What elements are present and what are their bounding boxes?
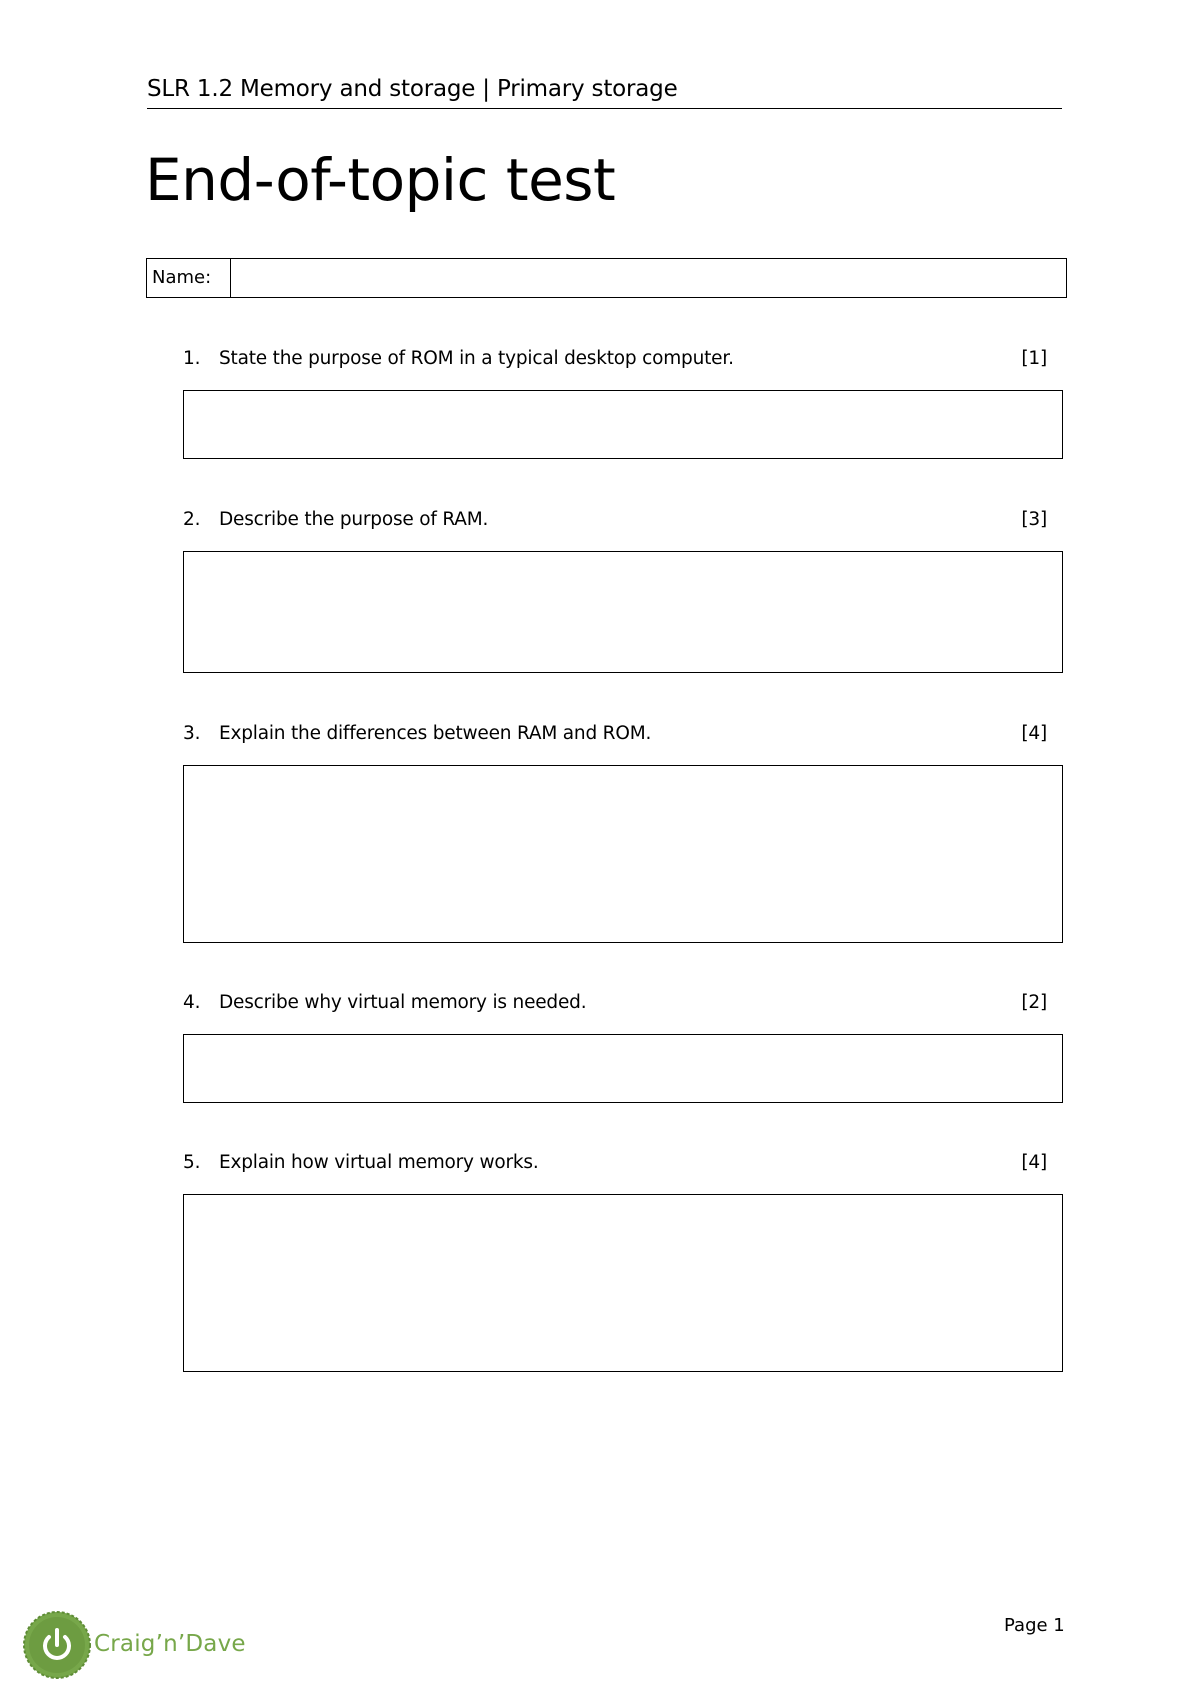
power-icon xyxy=(22,1610,92,1680)
question-number: 5. xyxy=(183,1152,201,1173)
question-number: 3. xyxy=(183,723,201,744)
answer-box-5[interactable] xyxy=(183,1194,1063,1372)
answer-box-4[interactable] xyxy=(183,1034,1063,1103)
question-text: Describe why virtual memory is needed. xyxy=(219,992,587,1013)
question-marks: [1] xyxy=(1021,348,1047,369)
page-number: Page 1 xyxy=(1004,1615,1065,1636)
question-text: Describe the purpose of RAM. xyxy=(219,509,489,530)
question-text: Explain the differences between RAM and ROM. xyxy=(219,723,652,744)
question-marks: [3] xyxy=(1021,509,1047,530)
answer-box-3[interactable] xyxy=(183,765,1063,943)
question-text: State the purpose of ROM in a typical desktop computer. xyxy=(219,348,734,369)
name-field[interactable] xyxy=(231,259,1066,297)
name-table xyxy=(146,258,1067,298)
question-marks: [4] xyxy=(1021,723,1047,744)
page-title: End-of-topic test xyxy=(145,146,616,214)
question-marks: [4] xyxy=(1021,1152,1047,1173)
logo xyxy=(22,1610,92,1680)
question-number: 2. xyxy=(183,509,201,530)
question-number: 1. xyxy=(183,348,201,369)
question-text: Explain how virtual memory works. xyxy=(219,1152,539,1173)
answer-box-1[interactable] xyxy=(183,390,1063,459)
answer-box-2[interactable] xyxy=(183,551,1063,673)
question-marks: [2] xyxy=(1021,992,1047,1013)
question-number: 4. xyxy=(183,992,201,1013)
page-header: SLR 1.2 Memory and storage | Primary storage xyxy=(147,72,1062,109)
name-label: Name: xyxy=(147,259,231,297)
logo-text: Craig’n’Dave xyxy=(94,1631,246,1657)
